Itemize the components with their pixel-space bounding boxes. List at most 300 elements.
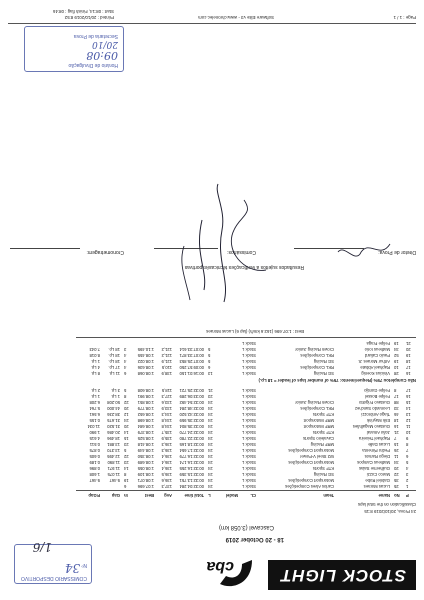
table-row [90, 358, 416, 364]
cell-no: 34 [394, 460, 399, 465]
cell-laps: 24 [208, 454, 213, 459]
footer-software: Software Elite v3 - www.chronelec.com [198, 15, 274, 20]
cell-name: Paulo Caliard [364, 353, 390, 358]
cell-total: 00:32:17.654 [179, 448, 204, 453]
cell-best: 1:08.055 [137, 466, 154, 471]
table-row [89, 352, 416, 358]
commissioner-signature: 1/6 [32, 540, 52, 554]
header-divider [76, 490, 416, 491]
cell-gap: 31.520 [107, 424, 120, 429]
cell-no: 15 [394, 442, 399, 447]
cell-name: Tiago Ambrozzi [361, 412, 390, 417]
cell-total: 00:32:16.174 [179, 460, 204, 465]
cell-total: 00:32:48.284 [179, 406, 204, 411]
table-row [89, 411, 416, 417]
cell-in: 3 [124, 347, 127, 352]
cell-gap: 11.971 [107, 466, 120, 471]
cell-pgap: 4.615 [89, 436, 100, 441]
cell-pgap: 6.208 [89, 400, 100, 405]
cell-cl: Stock L [242, 371, 256, 376]
cell-team: MRF Motorsport [303, 418, 334, 423]
cell-no: 35 [394, 478, 399, 483]
cell-total: 00:32:15.359 [179, 472, 204, 477]
cell-avg: 136,6 [161, 478, 172, 483]
cell-name: Raphael Abbate [360, 365, 390, 370]
cell-pgap: 0.875 [89, 448, 100, 453]
table-row [89, 453, 416, 459]
cell-team: Crown Racing Junior [295, 347, 334, 352]
stamp-publication-date: 20/10 [92, 39, 118, 49]
cell-laps: 24 [208, 430, 213, 435]
nc-title: Não Completou 75% (Requerimento: 75% of number laps of leader = 18 Lp.) [258, 378, 416, 383]
cell-name: Arthur Moraes Jr. [357, 359, 390, 364]
cell-total: 00:09:57.250 [179, 365, 204, 370]
cell-name: Gustavo Frigotto [359, 400, 390, 405]
stamp-number-value: 34 [64, 561, 81, 575]
cell-name: Lucas Dalle [368, 442, 390, 447]
cell-total: 00:33:06.289 [179, 394, 204, 399]
cell-laps: 24 [208, 478, 213, 483]
cell-p: 9 [406, 436, 409, 441]
table-row [89, 471, 416, 477]
stamp-publication-label: Horário de Divulgação [68, 62, 118, 68]
cell-name: Leonardo Sanchez [354, 406, 390, 411]
cell-no: 34 [394, 347, 399, 352]
cell-total: 00:07:33.871 [179, 353, 204, 358]
event-dates: 18 - 20 October 2019 [225, 536, 284, 542]
cell-cl: Stock L [242, 466, 256, 471]
cell-in: 23 [124, 442, 129, 447]
cell-no: 11 [394, 454, 399, 459]
best-lap-line: Best : 1:07.696 (162.6 km/h) (lap 6) Lucas Moraes [206, 329, 304, 334]
cell-no: 21 [394, 430, 399, 435]
cell-no: 18 [394, 418, 399, 423]
cell-name: Felipe Gontijo [364, 388, 390, 393]
cell-pgap: 8.018 [89, 353, 100, 358]
cell-pgap: 1 Lp. [90, 359, 100, 364]
cell-p: 8 [406, 442, 409, 447]
cell-avg: 127,3 [161, 394, 172, 399]
table-row [89, 477, 416, 483]
cell-name: João Amaral [366, 430, 390, 435]
cell-total: 00:32:24.770 [179, 430, 204, 435]
cell-laps: 24 [208, 406, 213, 411]
col-prev-gap: P.Gap [88, 493, 100, 498]
cell-pgap: 6.561 [89, 412, 100, 417]
cell-name: Lucas Moraes [363, 484, 390, 489]
cell-no: 52 [394, 353, 399, 358]
cell-gap: 44.000 [107, 406, 120, 411]
cell-laps: 5 [208, 359, 211, 364]
cell-p: 4 [406, 466, 409, 471]
cell-cl: Stock L [242, 388, 256, 393]
cell-pgap: 11.034 [87, 424, 100, 429]
cell-pgap: 1.990 [89, 430, 100, 435]
cell-in: 19 [124, 478, 129, 483]
cell-best: 1:08.779 [137, 406, 154, 411]
cell-team: RKL Competições [300, 406, 334, 411]
cell-pgap: 2 Lp. [90, 388, 100, 393]
cell-cl: Stock L [242, 406, 256, 411]
cell-best: 1:08.991 [137, 394, 154, 399]
cell-in: 6 [124, 371, 127, 376]
cell-avg: 134,3 [161, 412, 172, 417]
cell-name: Guilherme Salas [359, 466, 390, 471]
cell-in: 4 [124, 365, 127, 370]
cell-in: 24 [124, 418, 129, 423]
cell-gap: 9.467 [109, 478, 120, 483]
cell-gap: 18.496 [107, 436, 120, 441]
cell-no: 33 [394, 406, 399, 411]
svg-text:cba: cba [206, 558, 234, 575]
classification-title: Classification on the total laps [357, 502, 416, 507]
cell-name: Matheus Campos [357, 460, 390, 465]
cell-pgap: 0.511 [89, 442, 100, 447]
cell-p: 16 [406, 394, 411, 399]
table-row [116, 340, 416, 346]
cell-best: 1:07.696 [137, 484, 154, 489]
cell-gap: 12.495 [107, 454, 120, 459]
table-header [88, 492, 416, 498]
cell-best: 1:08.698 [137, 418, 154, 423]
cell-team: KTF Sports [312, 430, 334, 435]
cell-avg: 136,5 [161, 472, 172, 477]
cell-team: Motorsport Competições [288, 478, 334, 483]
cell-gap: 11.890 [107, 460, 120, 465]
cell-team: MRF Racing [310, 442, 334, 447]
cell-in: 8 [124, 394, 127, 399]
cell-p: 11 [406, 424, 411, 429]
cell-gap: 18 Lp. [108, 347, 120, 352]
cell-cl: Stock L [242, 347, 256, 352]
cell-laps: 21 [208, 388, 213, 393]
cell-total: 00:32:35.959 [179, 418, 204, 423]
cell-laps: 24 [208, 466, 213, 471]
cell-total: 00:32:13.751 [179, 478, 204, 483]
cell-total: 00:32:22.780 [179, 436, 204, 441]
cell-p: 20 [406, 347, 411, 352]
table-row [89, 447, 416, 453]
cell-cl: Stock L [242, 484, 256, 489]
cell-no: 20 [394, 466, 399, 471]
cell-in: 6 [124, 484, 127, 489]
cell-avg: 118,5 [161, 388, 172, 393]
cell-avg: 133,9 [161, 406, 172, 411]
cell-in: 22 [124, 454, 129, 459]
cell-in: 14 [124, 466, 129, 471]
cell-laps: 24 [208, 442, 213, 447]
commissioner-stamp [14, 544, 92, 584]
cell-name: Raphael Teixeira [358, 436, 390, 441]
cell-pgap: 0.155 [89, 418, 100, 423]
cell-p: 10 [406, 430, 411, 435]
cell-best: 1:08.652 [137, 412, 154, 417]
cell-laps: 24 [208, 400, 213, 405]
cronometragem-signature-line [10, 248, 80, 249]
cell-gap: 38.236 [107, 412, 120, 417]
cell-cl: Stock L [242, 418, 256, 423]
cell-laps: 24 [208, 460, 213, 465]
table-row [89, 429, 416, 435]
cell-name: Matheus Iorio [364, 347, 390, 352]
diretor-signature [334, 234, 394, 264]
cell-best: 1:10.495 [137, 347, 154, 352]
col-name: Name [378, 493, 390, 498]
cell-team: Carlos Alves Competições [285, 484, 334, 489]
table-row [89, 417, 416, 423]
cell-avg: 133,6 [161, 400, 172, 405]
cell-laps: 23 [208, 394, 213, 399]
cell-p: 16 [406, 371, 411, 376]
table-row [89, 399, 416, 405]
table-row [89, 346, 416, 352]
cell-best: 1:08.109 [137, 472, 154, 477]
cell-pgap: 4 Lp. [90, 365, 100, 370]
col-total-time: Total time [184, 493, 204, 498]
footer-printed: Printed : 20/10/2019 8:52 [64, 15, 114, 20]
stamp-number-label: Nº [81, 562, 87, 568]
cell-name: Gabriel Robe [365, 478, 390, 483]
cell-team: Motorsport Competições [288, 448, 334, 453]
table-row [116, 483, 416, 489]
cell-pgap: 9.467 [89, 478, 100, 483]
cell-best: 1:08.684 [137, 424, 154, 429]
cell-pgap: 5.764 [89, 406, 100, 411]
diretor-label: Diretor de Prova: [378, 249, 416, 255]
cell-total: 00:32:04.284 [179, 484, 204, 489]
publication-time-stamp [24, 26, 124, 72]
cell-no: 26 [394, 448, 399, 453]
cell-gap: 18 Lp. [108, 353, 120, 358]
comissarios-label: Comissários: [227, 249, 256, 255]
comissarios-signature [164, 180, 274, 310]
cell-name: Vinicius Koenig [361, 371, 390, 376]
cell-p: 5 [406, 460, 409, 465]
cell-team: RKL Competições [300, 353, 334, 358]
cell-no: 25 [394, 484, 399, 489]
cell-best: 1:08.022 [137, 359, 154, 364]
cell-cl: Stock L [242, 460, 256, 465]
cell-best: 1:08.525 [137, 436, 154, 441]
cell-p: 15 [406, 400, 411, 405]
cell-in: 5 [124, 448, 127, 453]
cell-best: 1:08.636 [137, 365, 154, 370]
cell-best: 1:08.608 [137, 388, 154, 393]
cell-cl: Stock L [242, 412, 256, 417]
cell-total: 00:32:16.255 [179, 466, 204, 471]
cell-best: 1:08.689 [137, 460, 154, 465]
cell-avg: 138,9 [161, 371, 172, 376]
cell-name: Diego Ramos [364, 454, 390, 459]
cell-in: 20 [124, 424, 129, 429]
stamp-publication-time: 09:08 [86, 49, 118, 62]
cell-avg: 136,4 [161, 460, 172, 465]
cell-no: 7 [394, 436, 397, 441]
cell-avg: 135,7 [161, 430, 172, 435]
cell-cl: Stock L [242, 430, 256, 435]
cell-name: Erik Mayrink [366, 418, 390, 423]
cell-avg: 137,3 [161, 484, 172, 489]
results-note: Resultados sujeitos a verificações técnicas/esportivas [184, 264, 304, 270]
cell-team: Cavaleiro Sports [303, 436, 334, 441]
cell-cl: Stock L [242, 341, 256, 346]
cell-laps: 24 [208, 424, 213, 429]
cell-p: 14 [406, 406, 411, 411]
cell-gap: 3 Lp. [110, 388, 120, 393]
cell-gap: 31.675 [107, 418, 120, 423]
cell-in: 8 [124, 472, 127, 477]
cell-pgap: 0.896 [89, 466, 100, 471]
cell-in: 22 [124, 400, 129, 405]
cell-total: 00:32:16.779 [179, 454, 204, 459]
cell-no: 28 [394, 371, 399, 376]
circuit-name: Cascavel (3.058 km) [218, 524, 274, 530]
cell-laps: 24 [208, 436, 213, 441]
cell-avg: 135,9 [161, 436, 172, 441]
cell-cl: Stock L [242, 353, 256, 358]
cell-best: 1:08.455 [137, 353, 154, 358]
col-p: P [406, 493, 409, 498]
cell-cl: Stock L [242, 454, 256, 459]
cell-team: SG Racing [313, 371, 334, 376]
cell-total: 00:07:33.614 [179, 347, 204, 352]
cell-p: 12 [406, 418, 411, 423]
cell-total: 00:32:18.165 [179, 442, 204, 447]
cell-pgap: 1 Lp. [90, 394, 100, 399]
cell-in: 23 [124, 460, 129, 465]
stock-light-logo: STOCK LIGHT [268, 560, 416, 590]
cell-team: KTF Sports [312, 412, 334, 417]
cell-best: 1:08.379 [137, 430, 154, 435]
cell-gap: 1 Lp. [110, 394, 120, 399]
cell-total: 00:32:54.492 [179, 400, 204, 405]
cell-in: 5 [124, 388, 127, 393]
cell-cl: Stock L [242, 442, 256, 447]
cell-p: 1 [406, 484, 409, 489]
cell-cl: Stock L [242, 359, 256, 364]
table-bottom-divider [76, 337, 416, 338]
cell-in: 15 [124, 436, 129, 441]
col-laps: L [208, 493, 211, 498]
cell-laps: 24 [208, 484, 213, 489]
cell-best: 1:08.068 [137, 371, 154, 376]
cell-gap: 50.208 [107, 400, 120, 405]
footer-page: Page : 1 / 1 [393, 15, 416, 20]
cell-laps: 24 [208, 418, 213, 423]
cell-avg: 136,3 [161, 448, 172, 453]
cell-team: Motorsport Competições [288, 460, 334, 465]
table-row [89, 435, 416, 441]
col-avg: Avg [164, 493, 172, 498]
table-row [89, 465, 416, 471]
cell-name: Marco Cozzi [366, 472, 390, 477]
col-class: CL [250, 493, 256, 498]
stamp-secretary-label: Secretaria de Prova [73, 33, 118, 39]
session-line: 24 Prova, 20/10/2019 8:15 [364, 509, 416, 514]
cell-laps: 24 [208, 412, 213, 417]
cell-no: 88 [394, 400, 399, 405]
table-row [90, 370, 416, 376]
cell-gap: 13.881 [107, 442, 120, 447]
cell-p: 2 [406, 478, 409, 483]
col-gap: Gap [111, 493, 120, 498]
col-model: Model [225, 493, 238, 498]
cell-gap: 18 Lp. [108, 359, 120, 364]
col-no: No [394, 493, 400, 498]
cell-best: 1:08.851 [137, 400, 154, 405]
cell-best: 1:08.071 [137, 478, 154, 483]
cell-cl: Stock L [242, 394, 256, 399]
col-team: Team [323, 493, 334, 498]
stamp-title: COMISSARIO DESPORTIVO [20, 575, 87, 581]
cell-no: 17 [394, 394, 399, 399]
cronometragem-label: Cronometragem: [86, 249, 124, 255]
cell-team: Crown Racing Junior [295, 400, 334, 405]
cell-avg: 110,5 [161, 365, 172, 370]
cell-laps: 6 [208, 365, 211, 370]
cell-pgap: 7.043 [89, 347, 100, 352]
cell-no: 19 [394, 359, 399, 364]
cell-gap: 11 Lp. [108, 371, 120, 376]
cell-cl: Stock L [242, 424, 256, 429]
cell-p: 21 [406, 341, 411, 346]
cell-avg: 121,2 [161, 347, 172, 352]
cell-p: 18 [406, 359, 411, 364]
cell-in: 4 [124, 359, 127, 364]
cell-gap: 13.370 [107, 448, 120, 453]
cell-total: 00:16:01.150 [179, 371, 204, 376]
cell-cl: Stock L [242, 365, 256, 370]
cell-gap: 20.486 [107, 430, 120, 435]
table-row [89, 441, 416, 447]
cell-team: KTF Sports [312, 466, 334, 471]
cell-name: Pedro Pimenta [362, 448, 390, 453]
cell-no: 19 [394, 341, 399, 346]
cell-p: 3 [406, 472, 409, 477]
col-best: Best [144, 493, 154, 498]
cell-total: 00:32:42.520 [179, 412, 204, 417]
cell-laps: 13 [208, 371, 213, 376]
cell-cl: Stock L [242, 448, 256, 453]
footer-divider [8, 23, 416, 24]
cell-p: 7 [406, 448, 409, 453]
cell-avg: 136,4 [161, 466, 172, 471]
cell-avg: 121,2 [161, 353, 172, 358]
cell-cl: Stock L [242, 472, 256, 477]
cell-gap: 11.075 [107, 472, 120, 477]
cell-best: 1:08.418 [137, 442, 154, 447]
cell-p: 17 [406, 388, 411, 393]
cell-avg: 134,8 [161, 418, 172, 423]
cba-logo [192, 554, 256, 594]
cell-p: 13 [406, 412, 411, 417]
cell-name: Felipe Bossel [364, 394, 390, 399]
cell-avg: 134,8 [161, 424, 172, 429]
cell-p: 17 [406, 365, 411, 370]
cell-best: 1:08.449 [137, 448, 154, 453]
cell-in: 14 [124, 430, 129, 435]
cell-team: SG Racing [313, 472, 334, 477]
cell-laps: 24 [208, 448, 213, 453]
cell-gap: 17 Lp. [108, 365, 120, 370]
cell-laps: 5 [208, 353, 211, 358]
cell-p: 6 [406, 454, 409, 459]
cell-p: 19 [406, 353, 411, 358]
table-row [90, 364, 416, 370]
cell-total: 00:07:25.853 [179, 359, 204, 364]
footer-start-finish: Start : 08:14, Finish flag : 08:46 [52, 9, 114, 14]
cell-pgap: 1.608 [89, 472, 100, 477]
